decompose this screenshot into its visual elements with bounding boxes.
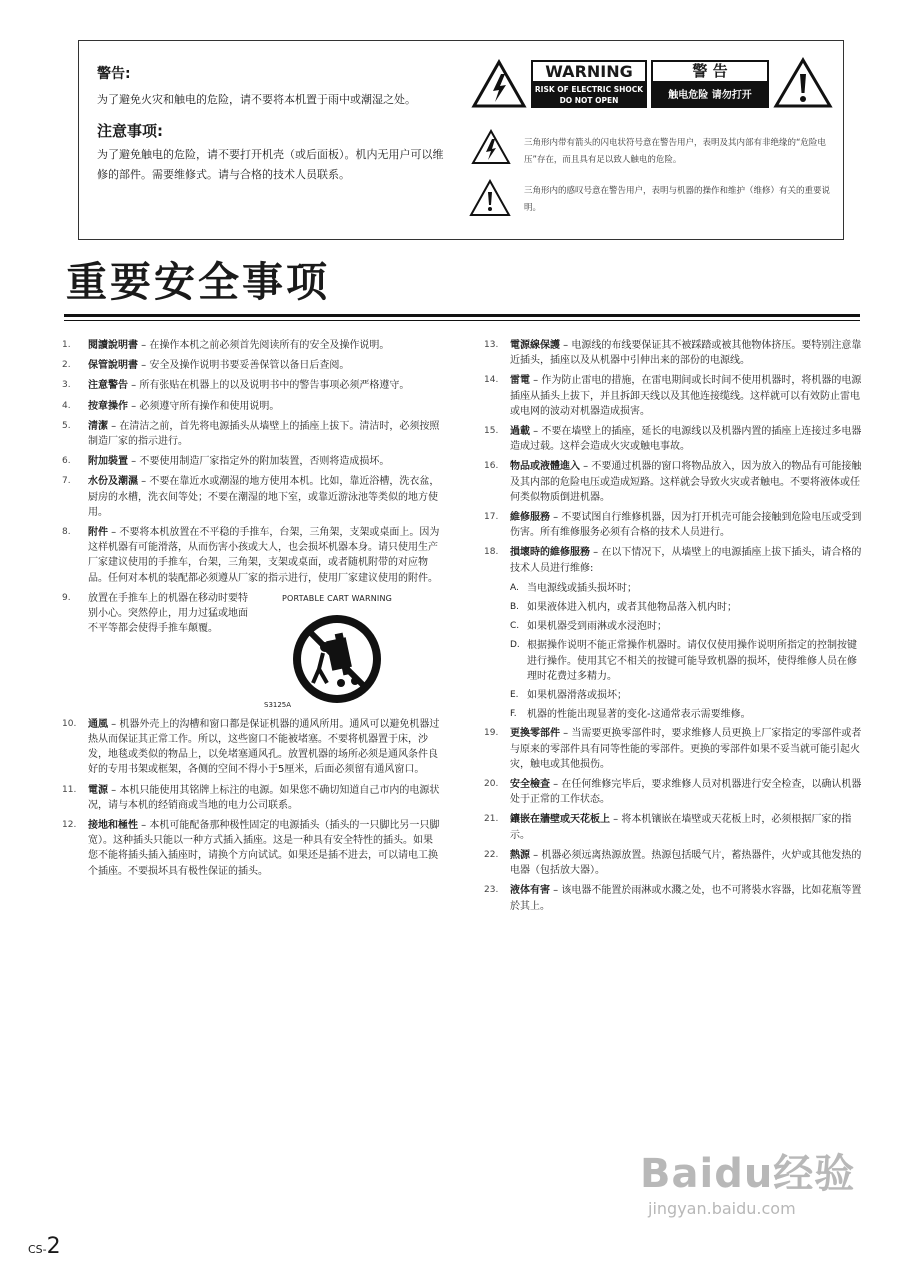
item-body: – 本机可能配备那种极性固定的电源插头（插头的一只脚比另一只脚宽）。这种插头只能以一种方式插入插座。这是一种具有安全特性的插头。如果您不能将插头插入插座时，请换个方向试试。如果还是插不进去，可以请电工换个插座。不要损坏具有极性保证的插头。 — [88, 820, 440, 877]
item-body: – 在任何维修完毕后，要求维修人员对机器进行安全检查，以确认机器处于正常的工作状态。 — [510, 779, 862, 806]
list-item — [62, 419, 440, 449]
sublist-text: 当电源线或插头损坏时； — [527, 582, 637, 594]
item-label: 清潔 — [88, 420, 108, 432]
list-item — [484, 424, 862, 454]
warning-text: 为了避免火灾和触电的危险，请不要将本机置于雨中或潮湿之处。 — [97, 93, 416, 106]
item-body: – 机器外壳上的沟槽和窗口都是保证机器的通风所用。通风可以避免机器过热从而保证其正常工作。所以，这些窗口不能被堵塞。不要将机器置于床，沙发，地毯或类似的物品上，以免堵塞通风孔。放置机器的场所必须是通风条件良好的专用书架或框架，各侧的空间不得小于5厘米，后面必须留有通风窗口。 — [88, 718, 440, 776]
item-text — [88, 525, 440, 586]
item-18-sublist — [484, 581, 862, 723]
item-label: 液体有害 — [510, 885, 550, 897]
item-text — [510, 373, 862, 419]
item-text — [510, 812, 862, 842]
item-text — [510, 424, 862, 454]
item-text — [88, 419, 440, 449]
item-text — [510, 883, 862, 913]
item-text — [88, 399, 440, 414]
item-number: 17. — [484, 512, 499, 523]
list-item — [62, 818, 440, 879]
item-body: – 作为防止雷电的措施，在雷电期间或长时间不使用机器时，将机器的电源插座从插头上拔下，并且拆卸天线以及其他连接缆线。这样就可以有效防止雷电或电网的波动对机器造成损害。 — [510, 375, 862, 417]
safety-list-right — [484, 338, 862, 576]
list-item — [484, 338, 862, 368]
item-label: 按章操作 — [88, 400, 128, 412]
sublist-item — [510, 600, 862, 615]
sublist-text: 如果机器滑落或损坏； — [527, 690, 627, 702]
item-number: 5. — [62, 420, 71, 431]
list-item — [484, 883, 862, 913]
item-label: 附件 — [88, 527, 108, 539]
item-number: 6. — [62, 456, 71, 467]
warning-label-en — [531, 60, 647, 108]
item-body: – 不要通过机器的窗口将物品放入，因为放入的物品有可能接触及其内部的危险电压或造成短路。这样就会导致火灾或者触电。不要将液体或任何类似物质倒进机器。 — [510, 461, 862, 503]
safety-list-left-continued — [62, 717, 440, 879]
cart-figure-caption: PORTABLE CART WARNING — [281, 593, 393, 603]
item-label: 保管說明書 — [88, 360, 138, 372]
item-number: 7. — [62, 476, 71, 487]
list-item — [484, 545, 862, 575]
list-item — [484, 373, 862, 419]
page-prefix: CS- — [28, 1243, 47, 1256]
list-item — [484, 777, 862, 807]
portable-cart-icon — [289, 611, 385, 707]
list-item — [62, 358, 440, 373]
item-text — [88, 818, 440, 879]
sublist-item — [510, 638, 862, 684]
item-text — [510, 510, 862, 540]
item-body: – 所有张贴在机器上的以及说明书中的警告事项必须严格遵守。 — [128, 380, 410, 392]
warning-label-en-title: WARNING — [533, 62, 645, 83]
item-body: – 安全及操作说明书要妥善保管以备日后查阅。 — [138, 360, 350, 372]
item-label: 維修服務 — [510, 512, 550, 524]
list-item — [62, 783, 440, 813]
item-number: 20. — [484, 779, 499, 790]
item-text — [88, 454, 440, 469]
item-body: – 必须遵守所有操作和使用说明。 — [128, 400, 280, 412]
sublist-letter: F. — [510, 709, 517, 720]
item-body: – 该电器不能置於雨淋或水濺之处，也不可將裝水容器，比如花瓶等置於其上。 — [510, 885, 862, 912]
sublist-letter: E. — [510, 690, 519, 701]
item-number: 1. — [62, 340, 71, 350]
item-number: 12. — [62, 820, 77, 831]
item-label: 熱源 — [510, 849, 530, 861]
caution-heading: 注意事项: — [97, 122, 163, 140]
safety-list-left — [62, 338, 440, 586]
page-title: 重要安全事项 — [66, 258, 330, 306]
item-number: 21. — [484, 814, 499, 825]
list-item — [62, 474, 440, 520]
left-column — [62, 338, 440, 884]
item-text — [88, 783, 440, 813]
cart-figure-code: S3125A — [264, 700, 292, 709]
item-body: – 机器必须远离热源放置。热源包括暖气片，蓄热器件，火炉或其他发热的电器（包括放大器）。 — [510, 849, 862, 877]
item-number: 16. — [484, 461, 499, 472]
item-text — [88, 378, 440, 393]
item-body: – 当需要更换零部件时，要求维修人员更换上厂家指定的零部件或者与原来的零部件具有同等性能的零部件。更换的零部件如果不妥当就可能引起火灾，触电或其他损伤。 — [510, 728, 862, 770]
exclamation-triangle-icon — [773, 57, 833, 109]
list-item-9 — [62, 591, 440, 713]
item-body: – 不要使用制造厂家指定外的附加装置，否则将造成损坏。 — [128, 456, 390, 468]
item-label: 接地和極性 — [88, 820, 138, 832]
item-text — [510, 338, 862, 368]
lightning-bolt-triangle-small-icon — [471, 129, 511, 165]
item-body: – 不要在墙壁上的插座，延长的电源线以及机器内置的插座上连接过多电器造成过载。这样会造成火灾或触电事故。 — [510, 426, 862, 453]
exclamation-triangle-small-icon — [469, 179, 511, 217]
portable-cart-figure — [262, 591, 412, 713]
item-label: 水份及潮濕 — [88, 476, 138, 488]
watermark — [640, 1142, 855, 1218]
item-label: 注意警告 — [88, 380, 128, 392]
lightning-bolt-triangle-icon — [471, 59, 527, 109]
list-item — [62, 717, 440, 778]
item-number: 13. — [484, 340, 499, 350]
sublist-item — [510, 619, 862, 634]
sublist-letter: B. — [510, 602, 520, 613]
title-rule-thick — [64, 314, 860, 317]
sublist-item — [510, 581, 862, 596]
item-number: 10. — [62, 718, 77, 729]
warning-label-en-line1: RISK OF ELECTRIC SHOCK — [534, 85, 644, 94]
watermark-brand: Baidu经验 — [640, 1151, 856, 1197]
item-text — [88, 358, 440, 373]
item-text — [88, 717, 440, 778]
item-label: 安全檢查 — [510, 779, 550, 791]
item-body: – 不要在靠近水或潮湿的地方使用本机。比如，靠近浴槽，洗衣盆，厨房的水槽，洗衣间等处；不要在潮湿的地下室，或靠近游泳池等类似的地方使用。 — [88, 476, 440, 518]
item-text — [88, 338, 440, 353]
item-text — [510, 459, 862, 505]
list-item — [62, 454, 440, 469]
item-text — [510, 726, 862, 772]
item-text: 放置在手推车上的机器在移动时要特别小心。突然停止，用力过猛或地面不平等都会使得手推车颠覆。 — [88, 592, 248, 635]
item-number: 15. — [484, 426, 499, 437]
item-body: – 在以下情况下，从墙壁上的电源插座上拔下插头，请合格的技术人员进行维修: — [510, 547, 862, 574]
item-number: 11. — [62, 784, 77, 795]
item-label: 閱讀說明書 — [88, 340, 138, 351]
list-item — [484, 848, 862, 878]
item-label: 過載 — [510, 426, 530, 438]
exclamation-symbol-note: 三角形内的感叹号意在警告用户，表明与机器的操作和维护（维修）有关的重要说明。 — [524, 186, 831, 213]
caution-text: 为了避免触电的危险，请不要打开机壳（或后面板）。机内无用户可以维修的部件。需要维修式。请与合格的技术人员联系。 — [97, 148, 444, 181]
list-item — [484, 726, 862, 772]
item-body: – 不要试图自行维修机器，因为打开机壳可能会接触到危险电压或受到伤害。所有维修服务必须有合格的技术人员进行。 — [510, 512, 862, 539]
list-item — [484, 812, 862, 842]
item-text — [88, 474, 440, 520]
sublist-letter: D. — [510, 640, 520, 651]
item-number: 23. — [484, 885, 499, 896]
sublist-text: 机器的性能出现显著的变化-这通常表示需要维修。 — [527, 709, 751, 721]
warning-label-cn-text: 触电危险 请勿打开 — [653, 83, 767, 108]
page-number — [28, 1234, 61, 1259]
sublist-text: 如果液体进入机内，或者其他物品落入机内时； — [527, 602, 737, 614]
item-text — [510, 848, 862, 878]
sublist-item — [510, 688, 862, 703]
sublist-text: 如果机器受到雨淋或水浸泡时； — [527, 621, 667, 633]
right-column — [484, 338, 862, 919]
warning-heading: 警告: — [97, 66, 131, 82]
item-body: – 在操作本机之前必须首先阅读所有的安全及操作说明。 — [138, 340, 390, 351]
warning-text-block — [97, 63, 447, 185]
item-label: 通風 — [88, 718, 108, 730]
safety-list-right-continued — [484, 726, 862, 913]
sublist-item — [510, 707, 862, 722]
item-number: 19. — [484, 728, 499, 739]
watermark-url: jingyan.baidu.com — [648, 1199, 796, 1218]
item-number: 4. — [62, 400, 71, 411]
sublist-text: 根据操作说明不能正常操作机器时。请仅仅使用操作说明所指定的控制按键进行操作。使用其它不相关的按键可能导致机器的损坏，使得维修人员在修理时花费过多精力。 — [527, 640, 857, 682]
item-number: 3. — [62, 380, 71, 391]
item-body: – 在清洁之前，首先将电源插头从墙壁上的插座上拔下。清洁时，必须按照制造厂家的指示进行。 — [88, 420, 440, 448]
list-item — [62, 525, 440, 586]
bolt-symbol-note: 三角形内带有箭头的闪电状符号意在警告用户，表明及其内部有非绝缘的“危险电压”存在，而且具有足以致人触电的危险。 — [524, 138, 826, 165]
item-body: – 将本机镶嵌在墙壁或天花板上时，必须根据厂家的指示。 — [510, 814, 852, 841]
item-text — [510, 777, 862, 807]
item-number: 18. — [484, 547, 499, 558]
item-label: 物品或液體進入 — [510, 461, 580, 473]
title-rule-thin — [64, 320, 860, 321]
list-item — [62, 378, 440, 393]
item-number: 9. — [62, 592, 71, 603]
warning-label-en-line2: DO NOT OPEN — [559, 96, 619, 105]
list-item — [484, 510, 862, 540]
warning-box — [78, 40, 844, 240]
sublist-letter: A. — [510, 582, 519, 593]
sublist-letter: C. — [510, 621, 520, 632]
item-number: 8. — [62, 527, 71, 538]
item-number: 22. — [484, 849, 499, 860]
warning-label-cn — [651, 60, 769, 108]
item-label: 附加裝置 — [88, 456, 128, 468]
item-text — [510, 545, 862, 575]
list-item — [62, 399, 440, 414]
page-number-value: 2 — [46, 1234, 61, 1259]
item-number: 14. — [484, 375, 499, 386]
item-body: – 电源线的布线要保证其不被踩踏或被其他物体挤压。要特别注意靠近插头，插座以及从机器中引伸出来的部份的电源线。 — [510, 340, 862, 367]
item-label: 電源 — [88, 784, 108, 796]
item-body: – 不要将本机放置在不平稳的手推车，台架，三角架，支架或桌面上。因为这样机器有可能滑落，从而伤害小孩或大人，也会损坏机器本身。请只使用生产厂家建议使用的手推车，台架，三角架，支架或桌面，或者随机附带的对应物品。任何对本机的装配都必须遵从厂家的指示进行，使用厂家建议使用的附件。 — [88, 527, 440, 584]
item-label: 雷電 — [510, 375, 530, 387]
list-item — [62, 338, 440, 353]
item-label: 電源線保護 — [510, 340, 560, 351]
item-body: – 本机只能使用其铭牌上标注的电源。如果您不确切知道自己市内的电源状况，请与本机的经销商或当地的电力公司联系。 — [88, 784, 440, 811]
item-number: 2. — [62, 360, 71, 371]
item-label: 損壞時的維修服務 — [510, 547, 590, 559]
warning-label-cn-title: 警 告 — [653, 62, 767, 83]
item-label: 鑲嵌在牆壁或天花板上 — [510, 814, 610, 826]
list-item — [484, 459, 862, 505]
item-label: 更換零部件 — [510, 728, 560, 740]
